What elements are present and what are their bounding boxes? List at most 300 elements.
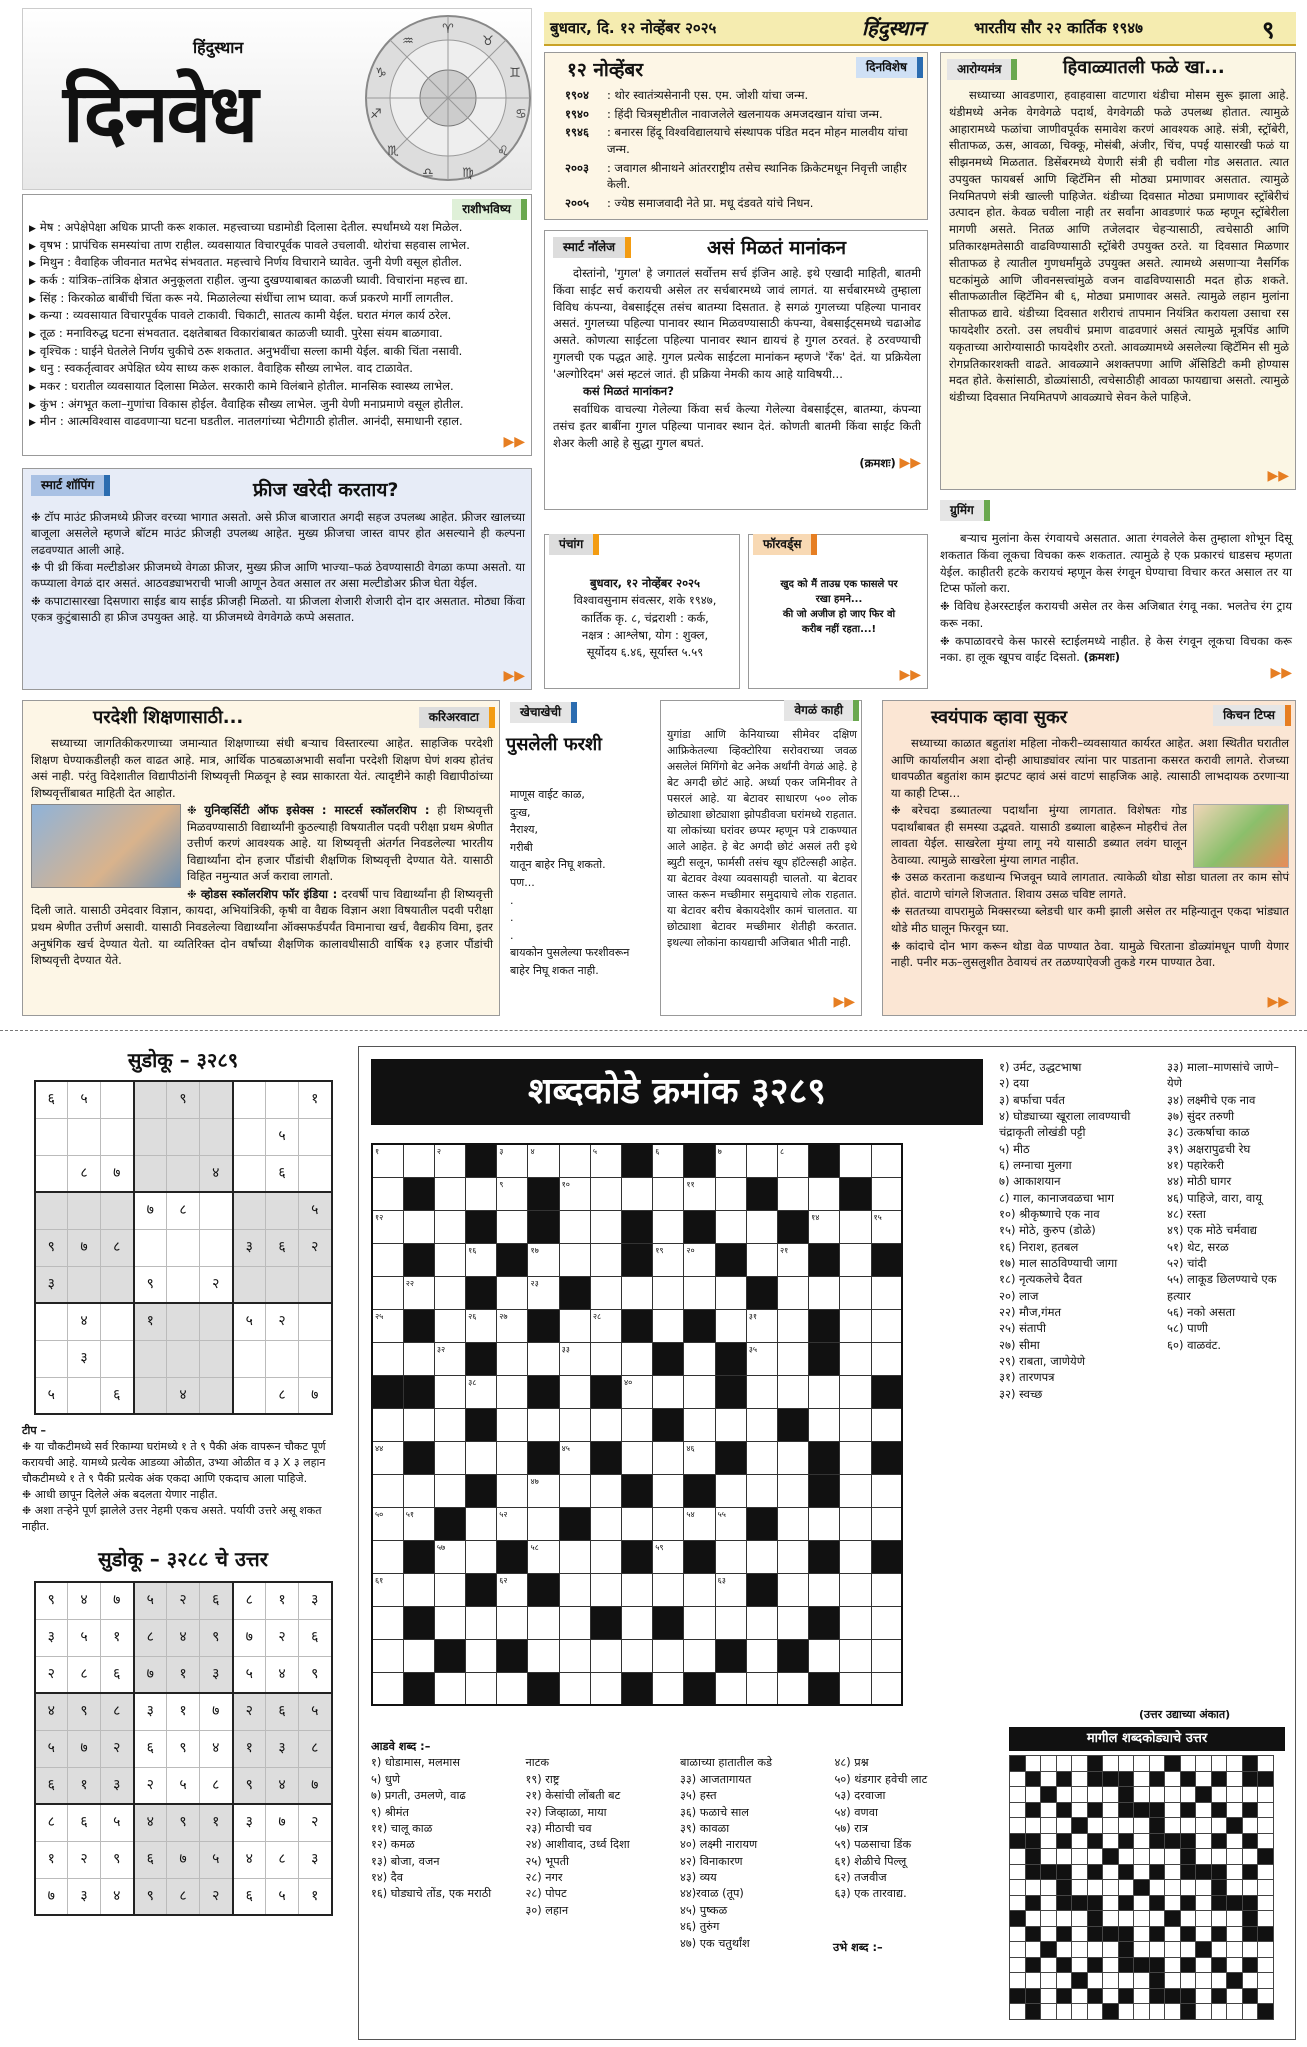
- crossword-cell[interactable]: [653, 1210, 684, 1243]
- sudoku-cell[interactable]: ४: [68, 1303, 101, 1340]
- crossword-cell[interactable]: [372, 1639, 403, 1672]
- sudoku-cell[interactable]: ९: [35, 1229, 68, 1266]
- crossword-cell[interactable]: [746, 1474, 777, 1507]
- crossword-cell[interactable]: [434, 1672, 465, 1705]
- crossword-cell[interactable]: २६: [466, 1309, 497, 1342]
- crossword-cell[interactable]: [809, 1177, 840, 1210]
- crossword-cell[interactable]: [871, 1474, 902, 1507]
- crossword-cell[interactable]: [684, 1639, 715, 1672]
- crossword-cell[interactable]: [715, 1540, 746, 1573]
- sudoku-cell[interactable]: ५: [299, 1192, 332, 1229]
- crossword-cell[interactable]: [434, 1606, 465, 1639]
- crossword-cell[interactable]: २१: [777, 1243, 808, 1276]
- sudoku-cell[interactable]: [233, 1118, 266, 1155]
- crossword-cell[interactable]: [559, 1408, 590, 1441]
- crossword-cell[interactable]: [653, 1309, 684, 1342]
- crossword-cell[interactable]: [434, 1573, 465, 1606]
- crossword-cell[interactable]: [590, 1342, 621, 1375]
- crossword-cell[interactable]: [434, 1408, 465, 1441]
- crossword-cell[interactable]: ३२: [434, 1342, 465, 1375]
- sudoku-cell[interactable]: १: [134, 1303, 167, 1340]
- crossword-cell[interactable]: [372, 1540, 403, 1573]
- crossword-cell[interactable]: [715, 1309, 746, 1342]
- crossword-cell[interactable]: [528, 1639, 559, 1672]
- sudoku-cell[interactable]: [101, 1303, 134, 1340]
- crossword-cell[interactable]: [622, 1276, 653, 1309]
- sudoku-cell[interactable]: [233, 1266, 266, 1303]
- sudoku-cell[interactable]: ४: [167, 1377, 200, 1414]
- crossword-cell[interactable]: [466, 1606, 497, 1639]
- crossword-cell[interactable]: [590, 1507, 621, 1540]
- crossword-cell[interactable]: [715, 1408, 746, 1441]
- sudoku-cell[interactable]: [68, 1192, 101, 1229]
- crossword-cell[interactable]: [684, 1606, 715, 1639]
- crossword-cell[interactable]: [653, 1276, 684, 1309]
- crossword-cell[interactable]: [653, 1507, 684, 1540]
- crossword-cell[interactable]: [871, 1573, 902, 1606]
- sudoku-cell[interactable]: [299, 1340, 332, 1377]
- crossword-cell[interactable]: [528, 1342, 559, 1375]
- crossword-cell[interactable]: ५८: [528, 1540, 559, 1573]
- sudoku-cell[interactable]: ५: [233, 1303, 266, 1340]
- sudoku-cell[interactable]: [101, 1340, 134, 1377]
- crossword-cell[interactable]: [684, 1408, 715, 1441]
- crossword-cell[interactable]: ५५: [715, 1507, 746, 1540]
- crossword-cell[interactable]: [622, 1441, 653, 1474]
- sudoku-cell[interactable]: [35, 1192, 68, 1229]
- crossword-cell[interactable]: [840, 1573, 871, 1606]
- crossword-cell[interactable]: [653, 1375, 684, 1408]
- sudoku-cell[interactable]: [167, 1229, 200, 1266]
- crossword-cell[interactable]: ५७: [434, 1540, 465, 1573]
- sudoku-cell[interactable]: ८: [68, 1155, 101, 1192]
- sudoku-cell[interactable]: [68, 1118, 101, 1155]
- crossword-cell[interactable]: [653, 1441, 684, 1474]
- crossword-cell[interactable]: [777, 1276, 808, 1309]
- sudoku-cell[interactable]: [200, 1377, 233, 1414]
- crossword-cell[interactable]: [497, 1606, 528, 1639]
- crossword-cell[interactable]: ६३: [715, 1573, 746, 1606]
- crossword-cell[interactable]: [559, 1243, 590, 1276]
- crossword-cell[interactable]: [777, 1375, 808, 1408]
- crossword-cell[interactable]: [497, 1672, 528, 1705]
- crossword-cell[interactable]: १६: [466, 1243, 497, 1276]
- sudoku-cell[interactable]: [200, 1229, 233, 1266]
- crossword-cell[interactable]: [715, 1606, 746, 1639]
- crossword-cell[interactable]: [497, 1276, 528, 1309]
- crossword-cell[interactable]: [840, 1210, 871, 1243]
- sudoku-cell[interactable]: ७: [101, 1155, 134, 1192]
- crossword-cell[interactable]: [559, 1375, 590, 1408]
- sudoku-cell[interactable]: [68, 1377, 101, 1414]
- crossword-cell[interactable]: [871, 1177, 902, 1210]
- crossword-cell[interactable]: २२: [403, 1276, 434, 1309]
- crossword-cell[interactable]: ४०: [622, 1375, 653, 1408]
- crossword-cell[interactable]: [434, 1177, 465, 1210]
- sudoku-cell[interactable]: [35, 1303, 68, 1340]
- crossword-cell[interactable]: ११: [684, 1177, 715, 1210]
- crossword-cell[interactable]: [434, 1243, 465, 1276]
- sudoku-cell[interactable]: ८: [101, 1229, 134, 1266]
- crossword-cell[interactable]: [840, 1540, 871, 1573]
- crossword-cell[interactable]: [403, 1474, 434, 1507]
- crossword-cell[interactable]: [622, 1342, 653, 1375]
- crossword-cell[interactable]: [559, 1540, 590, 1573]
- crossword-cell[interactable]: १४: [809, 1210, 840, 1243]
- crossword-cell[interactable]: ५१: [403, 1507, 434, 1540]
- crossword-cell[interactable]: २८: [590, 1309, 621, 1342]
- sudoku-cell[interactable]: [35, 1155, 68, 1192]
- crossword-cell[interactable]: [590, 1474, 621, 1507]
- crossword-grid[interactable]: [371, 1143, 903, 1706]
- crossword-cell[interactable]: [871, 1309, 902, 1342]
- crossword-cell[interactable]: [466, 1177, 497, 1210]
- crossword-cell[interactable]: २३: [528, 1276, 559, 1309]
- crossword-block: [622, 1672, 653, 1705]
- crossword-cell[interactable]: [559, 1672, 590, 1705]
- crossword-cell[interactable]: [840, 1144, 871, 1177]
- crossword-cell[interactable]: [840, 1408, 871, 1441]
- crossword-cell[interactable]: ३: [497, 1144, 528, 1177]
- crossword-cell[interactable]: २५: [372, 1309, 403, 1342]
- crossword-cell[interactable]: [497, 1375, 528, 1408]
- crossword-cell[interactable]: [715, 1276, 746, 1309]
- crossword-cell[interactable]: [840, 1375, 871, 1408]
- sudoku-cell[interactable]: [101, 1192, 134, 1229]
- crossword-cell[interactable]: [715, 1177, 746, 1210]
- crossword-cell[interactable]: ५०: [372, 1507, 403, 1540]
- crossword-cell[interactable]: [466, 1540, 497, 1573]
- crossword-cell[interactable]: [746, 1639, 777, 1672]
- crossword-cell[interactable]: [497, 1441, 528, 1474]
- crossword-cell[interactable]: [871, 1507, 902, 1540]
- crossword-cell[interactable]: [403, 1210, 434, 1243]
- sudoku-cell[interactable]: [68, 1266, 101, 1303]
- crossword-cell[interactable]: [809, 1408, 840, 1441]
- crossword-cell[interactable]: [653, 1474, 684, 1507]
- crossword-cell[interactable]: [403, 1144, 434, 1177]
- sudoku-cell[interactable]: [101, 1266, 134, 1303]
- crossword-cell[interactable]: १: [372, 1144, 403, 1177]
- crossword-cell[interactable]: ६१: [372, 1573, 403, 1606]
- sudoku-cell[interactable]: ५: [266, 1118, 299, 1155]
- crossword-cell[interactable]: [715, 1210, 746, 1243]
- sudoku-cell[interactable]: [134, 1118, 167, 1155]
- crossword-cell[interactable]: [372, 1672, 403, 1705]
- crossword-cell[interactable]: [559, 1639, 590, 1672]
- crossword-cell[interactable]: [590, 1276, 621, 1309]
- crossword-cell[interactable]: [746, 1243, 777, 1276]
- crossword-cell[interactable]: [466, 1507, 497, 1540]
- crossword-cell[interactable]: [434, 1375, 465, 1408]
- crossword-cell[interactable]: [434, 1441, 465, 1474]
- crossword-cell[interactable]: [809, 1375, 840, 1408]
- crossword-cell[interactable]: [777, 1606, 808, 1639]
- crossword-cell[interactable]: [372, 1243, 403, 1276]
- crossword-cell[interactable]: [622, 1408, 653, 1441]
- crossword-cell[interactable]: [684, 1573, 715, 1606]
- crossword-cell[interactable]: [871, 1144, 902, 1177]
- crossword-cell[interactable]: [653, 1639, 684, 1672]
- crossword-cell[interactable]: [622, 1573, 653, 1606]
- crossword-cell[interactable]: ६: [653, 1144, 684, 1177]
- crossword-cell[interactable]: [777, 1507, 808, 1540]
- sudoku-cell[interactable]: [200, 1340, 233, 1377]
- crossword-cell[interactable]: [809, 1276, 840, 1309]
- crossword-cell[interactable]: [590, 1540, 621, 1573]
- sudoku-cell[interactable]: ९: [167, 1081, 200, 1118]
- crossword-cell[interactable]: [777, 1540, 808, 1573]
- sudoku-cell[interactable]: [266, 1081, 299, 1118]
- sudoku-cell[interactable]: [134, 1081, 167, 1118]
- crossword-cell[interactable]: [434, 1276, 465, 1309]
- crossword-cell[interactable]: [777, 1342, 808, 1375]
- sudoku-cell[interactable]: [134, 1377, 167, 1414]
- crossword-cell[interactable]: [840, 1441, 871, 1474]
- sudoku-cell[interactable]: ८: [167, 1192, 200, 1229]
- crossword-cell[interactable]: [590, 1177, 621, 1210]
- crossword-cell[interactable]: [653, 1573, 684, 1606]
- crossword-cell[interactable]: १९: [653, 1243, 684, 1276]
- crossword-cell[interactable]: [840, 1672, 871, 1705]
- sudoku-cell[interactable]: [299, 1155, 332, 1192]
- crossword-cell[interactable]: १०: [559, 1177, 590, 1210]
- crossword-cell[interactable]: ३१: [746, 1309, 777, 1342]
- crossword-cell[interactable]: [840, 1309, 871, 1342]
- crossword-cell[interactable]: [622, 1639, 653, 1672]
- crossword-cell[interactable]: [372, 1342, 403, 1375]
- crossword-cell[interactable]: [403, 1573, 434, 1606]
- sudoku-cell[interactable]: [299, 1118, 332, 1155]
- sudoku-answer-cell: ८: [233, 1582, 266, 1619]
- sudoku-cell[interactable]: [167, 1303, 200, 1340]
- crossword-cell[interactable]: [559, 1474, 590, 1507]
- crossword-cell[interactable]: [777, 1672, 808, 1705]
- crossword-cell[interactable]: ७: [715, 1144, 746, 1177]
- crossword-cell[interactable]: ५९: [653, 1540, 684, 1573]
- crossword-cell[interactable]: [372, 1606, 403, 1639]
- crossword-cell[interactable]: [372, 1474, 403, 1507]
- crossword-cell[interactable]: [497, 1474, 528, 1507]
- sudoku-cell[interactable]: [101, 1118, 134, 1155]
- sudoku-cell[interactable]: [299, 1266, 332, 1303]
- sudoku-cell[interactable]: [266, 1192, 299, 1229]
- crossword-cell[interactable]: [746, 1375, 777, 1408]
- sudoku-cell[interactable]: ८: [266, 1377, 299, 1414]
- event-text: : जवागल श्रीनाथने आंतरराष्ट्रीय तसेच स्थानिक क्रिकेटमधून निवृत्ती जाहीर केली.: [607, 160, 907, 192]
- sudoku-cell[interactable]: ५: [68, 1081, 101, 1118]
- crossword-cell[interactable]: [715, 1474, 746, 1507]
- crossword-cell[interactable]: [590, 1408, 621, 1441]
- crossword-cell[interactable]: [746, 1408, 777, 1441]
- sudoku-cell[interactable]: [233, 1377, 266, 1414]
- sudoku-cell[interactable]: २: [200, 1266, 233, 1303]
- crossword-cell[interactable]: [746, 1144, 777, 1177]
- crossword-cell[interactable]: [871, 1672, 902, 1705]
- crossword-cell[interactable]: [466, 1639, 497, 1672]
- crossword-cell[interactable]: [777, 1309, 808, 1342]
- crossword-cell[interactable]: ८: [777, 1144, 808, 1177]
- sudoku-cell[interactable]: [200, 1118, 233, 1155]
- crossword-cell[interactable]: ३८: [466, 1375, 497, 1408]
- crossword-cell[interactable]: [559, 1573, 590, 1606]
- crossword-cell[interactable]: [684, 1375, 715, 1408]
- crossword-cell[interactable]: ५४: [684, 1507, 715, 1540]
- crossword-cell[interactable]: [528, 1606, 559, 1639]
- sudoku-cell[interactable]: १: [299, 1081, 332, 1118]
- crossword-cell[interactable]: [590, 1672, 621, 1705]
- sudoku-cell[interactable]: ५: [35, 1377, 68, 1414]
- crossword-cell[interactable]: [372, 1408, 403, 1441]
- crossword-cell[interactable]: [777, 1177, 808, 1210]
- crossword-cell[interactable]: [840, 1276, 871, 1309]
- sudoku-cell[interactable]: ७: [299, 1377, 332, 1414]
- crossword-cell[interactable]: [840, 1606, 871, 1639]
- sudoku-cell[interactable]: ७: [134, 1192, 167, 1229]
- crossword-cell[interactable]: [840, 1507, 871, 1540]
- crossword-cell[interactable]: [622, 1507, 653, 1540]
- crossword-cell[interactable]: [871, 1606, 902, 1639]
- crossword-cell[interactable]: [871, 1276, 902, 1309]
- crossword-cell[interactable]: ३५: [746, 1342, 777, 1375]
- sudoku-cell[interactable]: [233, 1340, 266, 1377]
- crossword-cell[interactable]: [528, 1507, 559, 1540]
- crossword-cell[interactable]: [372, 1276, 403, 1309]
- crossword-cell[interactable]: [590, 1573, 621, 1606]
- crossword-cell[interactable]: [559, 1606, 590, 1639]
- crossword-cell[interactable]: [403, 1639, 434, 1672]
- crossword-cell[interactable]: [871, 1639, 902, 1672]
- sudoku-cell[interactable]: २: [299, 1229, 332, 1266]
- crossword-cell[interactable]: [372, 1177, 403, 1210]
- crossword-cell[interactable]: [434, 1210, 465, 1243]
- sudoku-grid[interactable]: [34, 1080, 333, 1415]
- crossword-cell[interactable]: [403, 1342, 434, 1375]
- crossword-cell[interactable]: ५२: [497, 1507, 528, 1540]
- crossword-cell[interactable]: [622, 1177, 653, 1210]
- crossword-cell[interactable]: [840, 1342, 871, 1375]
- crossword-cell[interactable]: [871, 1408, 902, 1441]
- sudoku-cell[interactable]: ६: [35, 1081, 68, 1118]
- sudoku-cell[interactable]: [233, 1155, 266, 1192]
- sudoku-cell[interactable]: [266, 1340, 299, 1377]
- sudoku-cell[interactable]: ६: [266, 1155, 299, 1192]
- crossword-cell[interactable]: [840, 1474, 871, 1507]
- crossword-cell[interactable]: [559, 1210, 590, 1243]
- sudoku-cell[interactable]: ३: [35, 1266, 68, 1303]
- crossword-cell[interactable]: [746, 1672, 777, 1705]
- sudoku-cell[interactable]: २: [266, 1303, 299, 1340]
- sudoku-cell[interactable]: [233, 1081, 266, 1118]
- crossword-cell[interactable]: [653, 1177, 684, 1210]
- sudoku-cell[interactable]: [233, 1192, 266, 1229]
- crossword-cell[interactable]: [746, 1540, 777, 1573]
- crossword-cell[interactable]: [746, 1606, 777, 1639]
- crossword-cell[interactable]: [840, 1639, 871, 1672]
- sudoku-cell[interactable]: [134, 1340, 167, 1377]
- sudoku-cell[interactable]: [167, 1266, 200, 1303]
- crossword-cell[interactable]: [777, 1441, 808, 1474]
- sudoku-cell[interactable]: ७: [68, 1229, 101, 1266]
- crossword-cell[interactable]: ४७: [528, 1474, 559, 1507]
- crossword-cell[interactable]: २७: [497, 1309, 528, 1342]
- sudoku-cell[interactable]: [200, 1192, 233, 1229]
- sudoku-cell[interactable]: [200, 1303, 233, 1340]
- crossword-cell[interactable]: [809, 1573, 840, 1606]
- crossword-cell[interactable]: [590, 1243, 621, 1276]
- crossword-cell[interactable]: [434, 1309, 465, 1342]
- sudoku-cell[interactable]: ४: [200, 1155, 233, 1192]
- sudoku-cell[interactable]: [299, 1303, 332, 1340]
- crossword-cell[interactable]: [434, 1474, 465, 1507]
- crossword-cell[interactable]: [559, 1309, 590, 1342]
- sudoku-cell[interactable]: ३: [233, 1229, 266, 1266]
- sudoku-cell[interactable]: [134, 1229, 167, 1266]
- crossword-cell[interactable]: ९: [497, 1177, 528, 1210]
- crossword-cell[interactable]: [684, 1276, 715, 1309]
- crossword-cell[interactable]: ४६: [684, 1441, 715, 1474]
- crossword-cell[interactable]: ४: [528, 1144, 559, 1177]
- crossword-cell[interactable]: [809, 1507, 840, 1540]
- sudoku-cell[interactable]: ६: [101, 1377, 134, 1414]
- crossword-cell[interactable]: [497, 1408, 528, 1441]
- sudoku-cell[interactable]: [167, 1340, 200, 1377]
- crossword-cell[interactable]: [840, 1243, 871, 1276]
- crossword-cell[interactable]: [653, 1672, 684, 1705]
- crossword-cell[interactable]: २०: [684, 1243, 715, 1276]
- crossword-cell[interactable]: [466, 1441, 497, 1474]
- sudoku-cell[interactable]: [35, 1340, 68, 1377]
- crossword-cell[interactable]: [466, 1672, 497, 1705]
- crossword-cell[interactable]: [809, 1639, 840, 1672]
- sudoku-cell[interactable]: ९: [134, 1266, 167, 1303]
- crossword-cell[interactable]: ४४: [372, 1441, 403, 1474]
- crossword-cell[interactable]: [871, 1342, 902, 1375]
- crossword-cell[interactable]: १५: [871, 1210, 902, 1243]
- crossword-cell[interactable]: ४५: [559, 1441, 590, 1474]
- sudoku-cell[interactable]: [167, 1118, 200, 1155]
- sudoku-cell[interactable]: [167, 1155, 200, 1192]
- sudoku-cell[interactable]: [101, 1081, 134, 1118]
- crossword-cell[interactable]: [497, 1210, 528, 1243]
- crossword-cell[interactable]: ३३: [559, 1342, 590, 1375]
- crossword-cell[interactable]: २: [434, 1144, 465, 1177]
- crossword-cell[interactable]: [746, 1441, 777, 1474]
- crossword-cell[interactable]: [590, 1210, 621, 1243]
- sudoku-cell[interactable]: [266, 1266, 299, 1303]
- crossword-cell[interactable]: [746, 1210, 777, 1243]
- sudoku-cell[interactable]: [35, 1118, 68, 1155]
- sudoku-cell[interactable]: [200, 1081, 233, 1118]
- crossword-cell[interactable]: [497, 1342, 528, 1375]
- crossword-cell[interactable]: १७: [528, 1243, 559, 1276]
- sudoku-cell[interactable]: ६: [266, 1229, 299, 1266]
- crossword-cell[interactable]: [528, 1408, 559, 1441]
- sudoku-cell[interactable]: [134, 1155, 167, 1192]
- crossword-cell[interactable]: १२: [372, 1210, 403, 1243]
- crossword-cell[interactable]: [403, 1408, 434, 1441]
- crossword-cell[interactable]: ५: [590, 1144, 621, 1177]
- crossword-cell[interactable]: [590, 1639, 621, 1672]
- sudoku-cell[interactable]: ३: [68, 1340, 101, 1377]
- crossword-cell[interactable]: ६२: [497, 1573, 528, 1606]
- crossword-cell[interactable]: [777, 1573, 808, 1606]
- crossword-cell[interactable]: [622, 1606, 653, 1639]
- crossword-cell[interactable]: [777, 1474, 808, 1507]
- crossword-cell[interactable]: [715, 1672, 746, 1705]
- crossword-cell[interactable]: [559, 1144, 590, 1177]
- crossword-cell[interactable]: [684, 1342, 715, 1375]
